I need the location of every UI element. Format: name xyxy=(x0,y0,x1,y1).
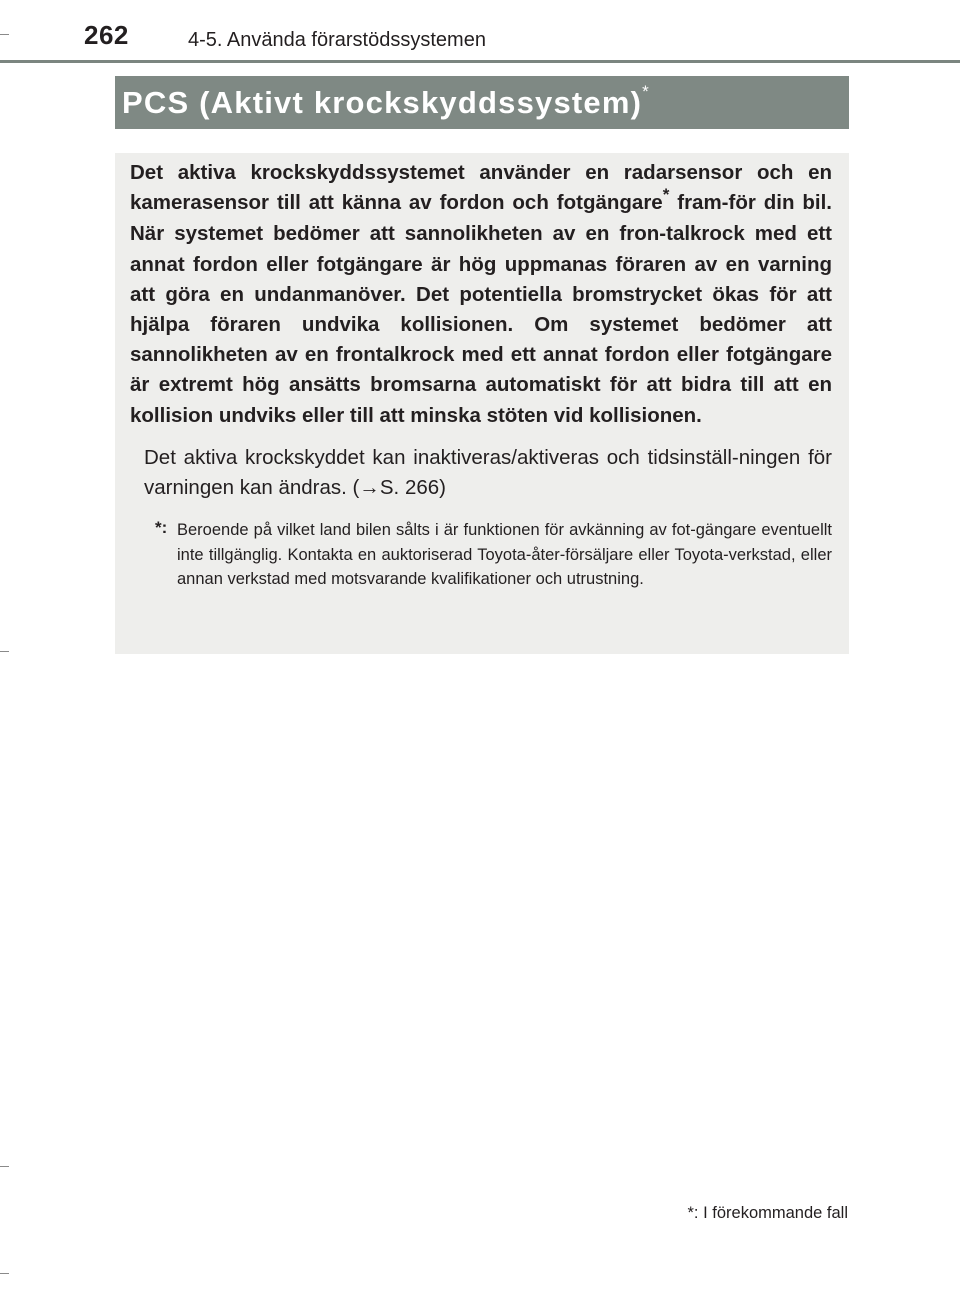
section-title: 4-5. Använda förarstödssystemen xyxy=(188,29,486,51)
page-title: PCS (Aktivt krockskyddssystem) xyxy=(122,85,643,120)
intro-text-part1: Det aktiva krockskyddssystemet använder en radarsensor och en kamerasensor till att känna av fordon och fotgängare xyxy=(130,161,832,215)
footnote-marker: *: xyxy=(155,518,168,538)
settings-note: Det aktiva krockskyddet kan inaktiveras/aktiveras och tidsinställ-ningen för varningen kan ändras. (→S. 266) xyxy=(144,445,832,500)
intro-footnote-star: * xyxy=(662,185,670,205)
header-rule xyxy=(0,60,960,63)
info-box xyxy=(115,153,849,654)
footnote xyxy=(155,518,832,592)
crop-mark-top xyxy=(0,34,9,35)
intro-text-part2: fram-för din bil. När systemet bedömer att sannolikheten av en fron-talkrock med ett annat fordon eller fotgängare är hög uppmanas föraren av en varning att göra en undanmanöver. Det potentiella bromstrycket ökas för att hjälpa föraren undvika kollisionen. Om systemet bedömer att sannolikheten av en frontalkrock med ett annat fordon eller fotgängare är extremt hög ansätts bromsarna automatiskt för att bidra till att en kollision undviks eller till att minska stöten vid kollisionen. xyxy=(130,191,832,427)
intro-paragraph xyxy=(130,158,832,431)
crop-mark-bottom xyxy=(0,1273,9,1274)
footer-text: : I förekommande fall xyxy=(693,1204,848,1222)
title-footnote-star: * xyxy=(642,82,649,101)
footnote-text: Beroende på vilket land bilen sålts i är funktionen för avkänning av fot-gängare eventuellt inte tillgänglig. Kontakta en auktoriserad Toyota-åter-försäljare eller Toyota-verkstad, eller annan verkstad med motsvarande kvalifikationer och utrustning. xyxy=(177,521,832,589)
page-number: 262 xyxy=(84,20,129,50)
title-banner xyxy=(115,76,849,129)
footer-star: * xyxy=(687,1204,694,1222)
footer-note xyxy=(688,1204,849,1223)
crop-mark-middle xyxy=(0,651,9,652)
crop-mark-lower xyxy=(0,1166,9,1167)
